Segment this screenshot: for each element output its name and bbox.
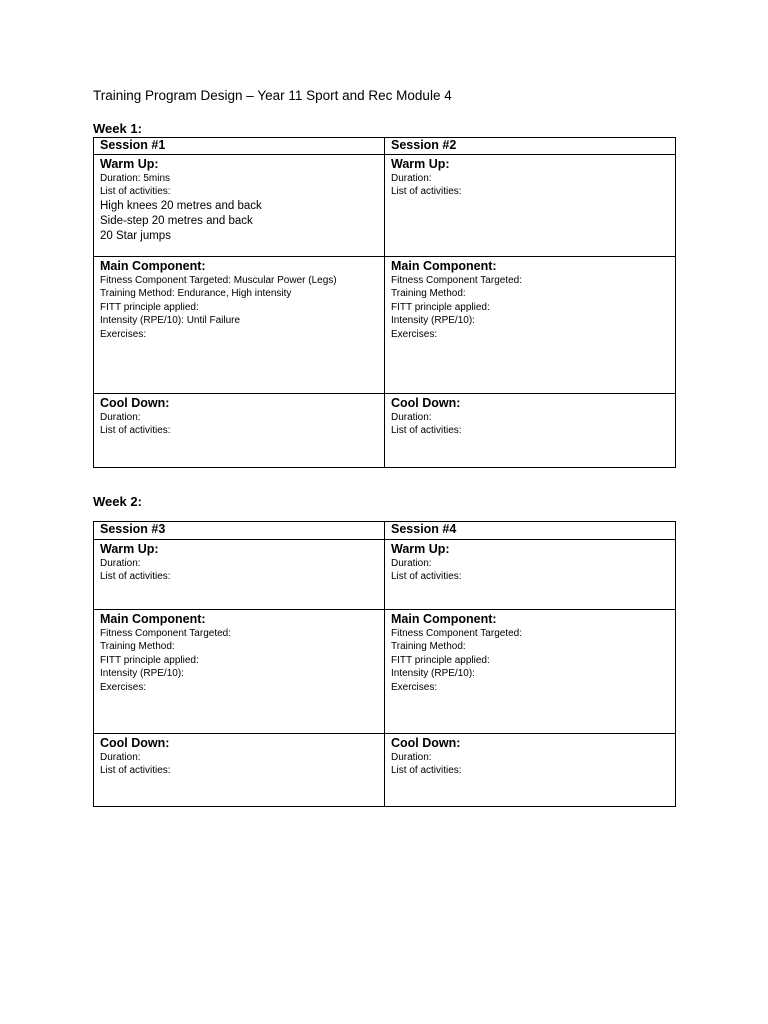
session-1-warm-up-activity: 20 Star jumps	[100, 229, 171, 242]
session-2-exercises: Exercises:	[391, 328, 438, 340]
session-4-cool-down-cell	[385, 734, 676, 807]
session-3-cool-down-activities-label: List of activities:	[100, 765, 171, 777]
session-4-training-method: Training Method:	[391, 641, 466, 653]
session-4-fitt-principle: FITT principle applied:	[391, 654, 490, 666]
session-1-cool-down-duration: Duration:	[100, 412, 141, 423]
warm-up-row	[94, 540, 676, 610]
session-4-cool-down-title: Cool Down:	[391, 736, 461, 750]
session-4-warm-up-cell	[385, 540, 676, 610]
session-1-intensity: Intensity (RPE/10): Until Failure	[100, 315, 241, 327]
session-2-training-method: Training Method:	[391, 288, 466, 300]
main-component-row	[94, 610, 676, 734]
session-2-cool-down-duration: Duration:	[391, 412, 432, 423]
session-3-main-cell	[94, 610, 385, 734]
session-3-title: Session #3	[100, 522, 166, 536]
session-2-warm-up-title: Warm Up:	[391, 157, 450, 171]
session-1-fitness-component: Fitness Component Targeted: Muscular Power (Legs)	[100, 275, 337, 286]
session-2-cool-down-title: Cool Down:	[391, 396, 461, 410]
session-1-exercises: Exercises:	[100, 328, 147, 340]
session-header-row	[94, 138, 676, 155]
session-3-cool-down-title: Cool Down:	[100, 736, 170, 750]
session-4-header-cell	[385, 522, 676, 540]
session-1-header-cell	[94, 138, 385, 155]
cool-down-row	[94, 734, 676, 807]
session-4-cool-down-duration: Duration:	[391, 752, 432, 763]
session-3-warm-up-activities-label: List of activities:	[100, 571, 171, 583]
main-component-row	[94, 257, 676, 394]
session-1-warm-up-duration: Duration: 5mins	[100, 173, 171, 184]
session-2-main-cell	[385, 257, 676, 394]
session-header-row	[94, 522, 676, 540]
session-3-header-cell	[94, 522, 385, 540]
session-2-cool-down-activities-label: List of activities:	[391, 425, 462, 437]
cool-down-row	[94, 394, 676, 468]
session-2-fitt-principle: FITT principle applied:	[391, 301, 490, 313]
session-3-warm-up-title: Warm Up:	[100, 542, 159, 556]
session-2-cool-down-cell	[385, 394, 676, 468]
session-3-warm-up-duration: Duration:	[100, 558, 141, 569]
session-1-warm-up-cell	[94, 155, 385, 257]
week-1-label: Week 1:	[93, 121, 142, 136]
session-1-cool-down-cell	[94, 394, 385, 468]
session-2-warm-up-duration: Duration:	[391, 173, 432, 184]
session-3-fitness-component: Fitness Component Targeted:	[100, 628, 232, 639]
session-1-main-title: Main Component:	[100, 259, 206, 273]
session-1-warm-up-title: Warm Up:	[100, 157, 159, 171]
session-1-cool-down-title: Cool Down:	[100, 396, 170, 410]
session-2-fitness-component: Fitness Component Targeted:	[391, 275, 523, 286]
session-4-warm-up-activities-label: List of activities:	[391, 571, 462, 583]
session-3-exercises: Exercises:	[100, 681, 147, 693]
session-4-main-title: Main Component:	[391, 612, 497, 626]
week-1-table	[93, 137, 676, 468]
session-4-intensity: Intensity (RPE/10):	[391, 668, 475, 680]
session-1-fitt-principle: FITT principle applied:	[100, 301, 199, 313]
session-3-fitt-principle: FITT principle applied:	[100, 654, 199, 666]
session-1-warm-up-activity: High knees 20 metres and back	[100, 199, 262, 212]
session-2-warm-up-cell	[385, 155, 676, 257]
session-1-cool-down-activities-label: List of activities:	[100, 425, 171, 437]
document-title: Training Program Design – Year 11 Sport and Rec Module 4	[93, 88, 452, 103]
session-2-title: Session #2	[391, 138, 457, 152]
week-2-table	[93, 521, 676, 807]
session-4-main-cell	[385, 610, 676, 734]
session-2-header-cell	[385, 138, 676, 155]
session-1-training-method: Training Method: Endurance, High intensity	[100, 288, 292, 300]
session-1-warm-up-activities-label: List of activities:	[100, 186, 171, 198]
session-4-exercises: Exercises:	[391, 681, 438, 693]
session-3-warm-up-cell	[94, 540, 385, 610]
session-4-fitness-component: Fitness Component Targeted:	[391, 628, 523, 639]
session-4-warm-up-duration: Duration:	[391, 558, 432, 569]
week-2-label: Week 2:	[93, 494, 142, 509]
session-2-intensity: Intensity (RPE/10):	[391, 315, 475, 327]
session-1-warm-up-activity: Side-step 20 metres and back	[100, 214, 253, 227]
session-2-warm-up-activities-label: List of activities:	[391, 186, 462, 198]
session-4-cool-down-activities-label: List of activities:	[391, 765, 462, 777]
session-3-main-title: Main Component:	[100, 612, 206, 626]
session-3-training-method: Training Method:	[100, 641, 175, 653]
session-1-title: Session #1	[100, 138, 166, 152]
warm-up-row	[94, 155, 676, 257]
session-2-main-title: Main Component:	[391, 259, 497, 273]
session-1-main-cell	[94, 257, 385, 394]
session-4-title: Session #4	[391, 522, 457, 536]
session-3-cool-down-duration: Duration:	[100, 752, 141, 763]
session-3-intensity: Intensity (RPE/10):	[100, 668, 184, 680]
session-4-warm-up-title: Warm Up:	[391, 542, 450, 556]
session-3-cool-down-cell	[94, 734, 385, 807]
